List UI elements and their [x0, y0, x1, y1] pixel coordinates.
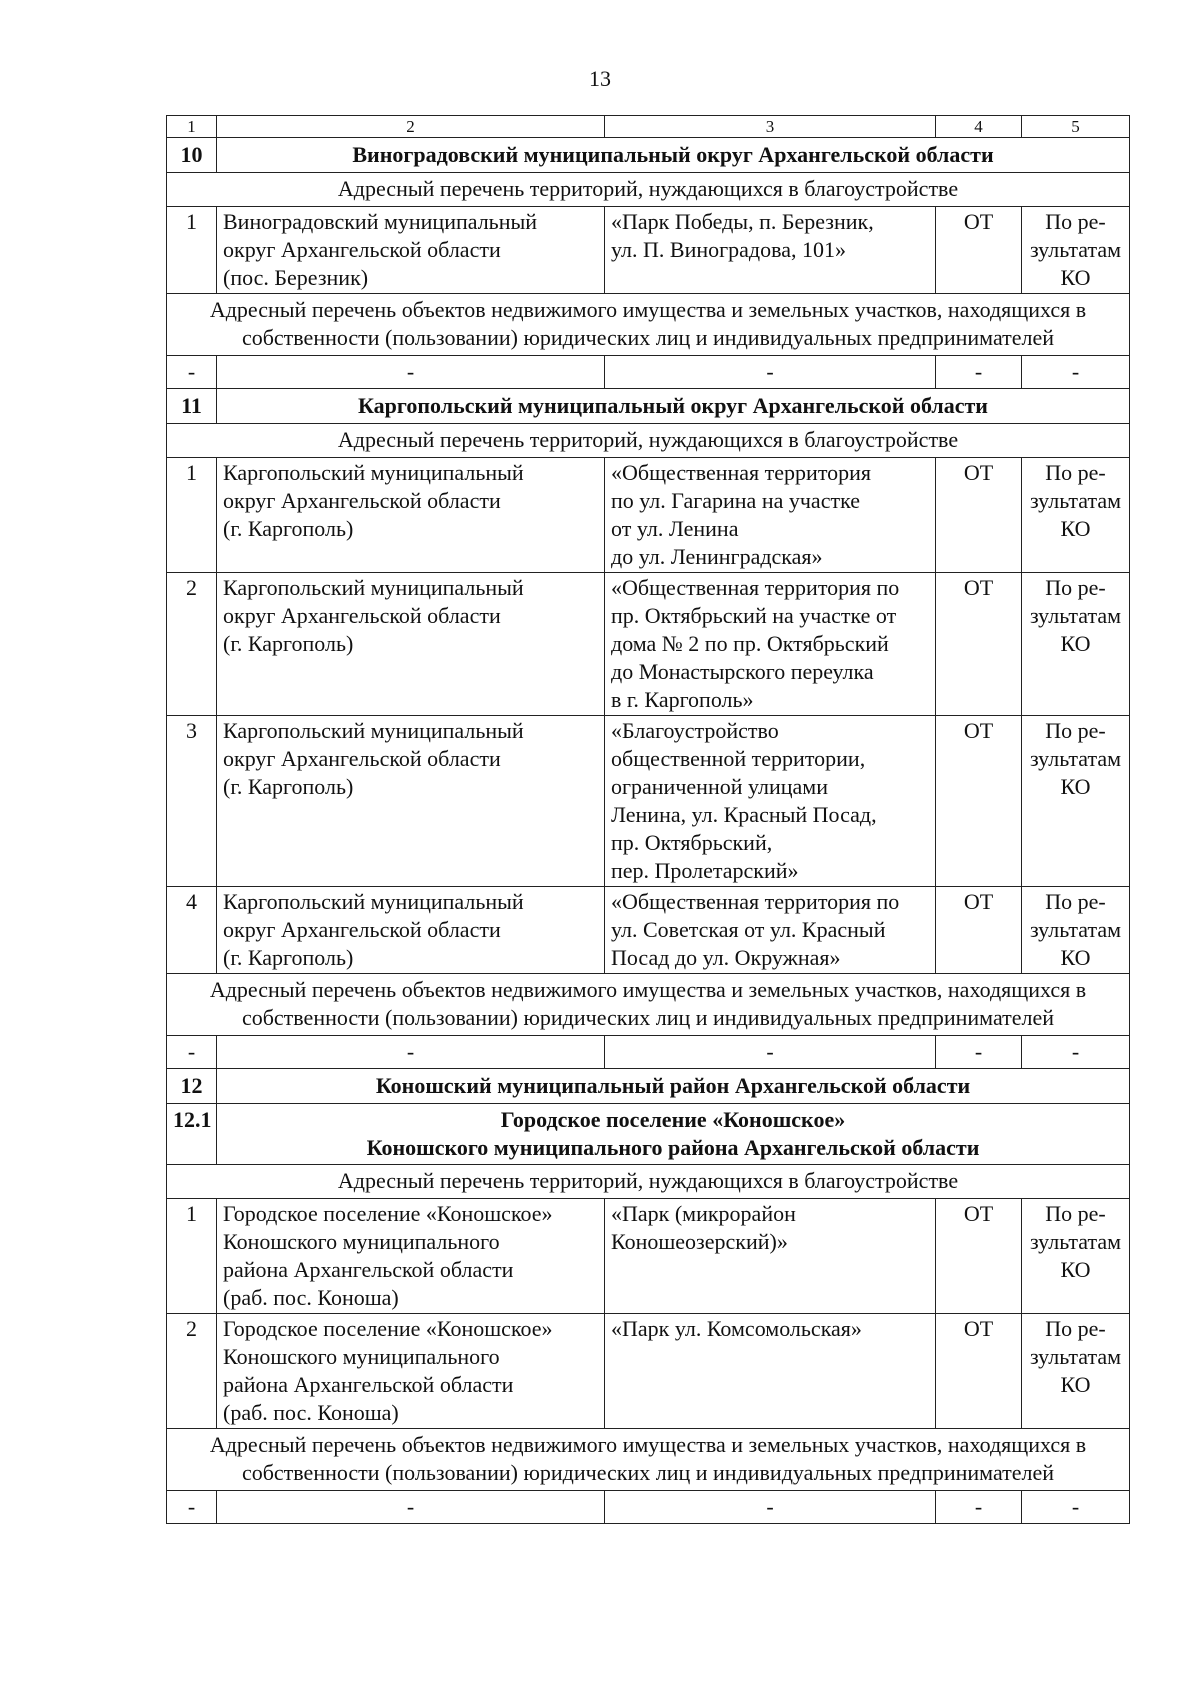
- section-title: Коношский муниципальный район Архангельской области: [217, 1069, 1130, 1104]
- object-cell: «Благоустройство общественной территории, ограниченной улицами Ленина, ул. Красный Посад, пр. Октябрьский, пер. Пролетарский»: [605, 716, 936, 887]
- property-heading-row: [167, 1429, 1130, 1491]
- row-number: 1: [167, 207, 217, 294]
- property-heading: Адресный перечень объектов недвижимого имущества и земельных участков, находящихся в собственности (пользовании) юридических лиц и индивидуальных предпринимателей: [167, 974, 1130, 1036]
- object-cell: «Парк ул. Комсомольская»: [605, 1314, 936, 1429]
- empty-cell: -: [1022, 356, 1130, 389]
- municipality-cell: Городское поселение «Коношское» Коношского муниципального района Архангельской области (раб. пос. Коноша): [217, 1314, 605, 1429]
- row-number: 3: [167, 716, 217, 887]
- row-number: 1: [167, 1199, 217, 1314]
- object-cell: «Общественная территория по ул. Гагарина на участке от ул. Ленина до ул. Ленинградская»: [605, 458, 936, 573]
- empty-cell: -: [605, 356, 936, 389]
- column-number: 4: [936, 116, 1022, 138]
- table-row: [167, 887, 1130, 974]
- territories-heading-row: [167, 1165, 1130, 1199]
- section-title: Виноградовский муниципальный округ Архангельской области: [217, 138, 1130, 173]
- section-row: [167, 138, 1130, 173]
- term-cell: По ре- зультатам КО: [1022, 458, 1130, 573]
- property-heading-row: [167, 294, 1130, 356]
- type-cell: ОТ: [936, 716, 1022, 887]
- empty-cell: -: [167, 356, 217, 389]
- section-title: Каргопольский муниципальный округ Архангельской области: [217, 389, 1130, 424]
- property-heading: Адресный перечень объектов недвижимого имущества и земельных участков, находящихся в собственности (пользовании) юридических лиц и индивидуальных предпринимателей: [167, 294, 1130, 356]
- type-cell: ОТ: [936, 458, 1022, 573]
- object-cell: «Общественная территория по пр. Октябрьский на участке от дома № 2 по пр. Октябрьский до Монастырского переулка в г. Каргополь»: [605, 573, 936, 716]
- section-number: 11: [167, 389, 217, 424]
- empty-cell: -: [217, 1036, 605, 1069]
- object-cell: «Парк Победы, п. Березник, ул. П. Виноградова, 101»: [605, 207, 936, 294]
- empty-cell: -: [936, 1036, 1022, 1069]
- term-cell: По ре- зультатам КО: [1022, 716, 1130, 887]
- empty-row: [167, 1491, 1130, 1524]
- territories-heading: Адресный перечень территорий, нуждающихся в благоустройстве: [167, 424, 1130, 458]
- object-cell: «Общественная территория по ул. Советская от ул. Красный Посад до ул. Окружная»: [605, 887, 936, 974]
- municipality-cell: Каргопольский муниципальный округ Архангельской области (г. Каргополь): [217, 458, 605, 573]
- subsection-number: 12.1: [167, 1104, 217, 1165]
- empty-cell: -: [1022, 1491, 1130, 1524]
- territories-heading-row: [167, 173, 1130, 207]
- subsection-title: Городское поселение «Коношское» Коношского муниципального района Архангельской области: [217, 1104, 1130, 1165]
- property-heading: Адресный перечень объектов недвижимого имущества и земельных участков, находящихся в собственности (пользовании) юридических лиц и индивидуальных предпринимателей: [167, 1429, 1130, 1491]
- row-number: 2: [167, 573, 217, 716]
- term-cell: По ре- зультатам КО: [1022, 573, 1130, 716]
- subsection-row: [167, 1104, 1130, 1165]
- table-row: [167, 1314, 1130, 1429]
- type-cell: ОТ: [936, 1199, 1022, 1314]
- section-row: [167, 1069, 1130, 1104]
- table-row: [167, 716, 1130, 887]
- table-row: [167, 207, 1130, 294]
- empty-cell: -: [936, 1491, 1022, 1524]
- table-row: [167, 573, 1130, 716]
- municipality-cell: Городское поселение «Коношское» Коношского муниципального района Архангельской области (раб. пос. Коноша): [217, 1199, 605, 1314]
- column-number: 3: [605, 116, 936, 138]
- row-number: 2: [167, 1314, 217, 1429]
- column-numbers-row: [167, 116, 1130, 138]
- term-cell: По ре- зультатам КО: [1022, 887, 1130, 974]
- municipality-cell: Каргопольский муниципальный округ Архангельской области (г. Каргополь): [217, 573, 605, 716]
- territories-heading: Адресный перечень территорий, нуждающихся в благоустройстве: [167, 1165, 1130, 1199]
- empty-cell: -: [167, 1491, 217, 1524]
- municipality-cell: Каргопольский муниципальный округ Архангельской области (г. Каргополь): [217, 716, 605, 887]
- row-number: 1: [167, 458, 217, 573]
- column-number: 2: [217, 116, 605, 138]
- empty-cell: -: [936, 356, 1022, 389]
- table-row: [167, 1199, 1130, 1314]
- empty-cell: -: [217, 356, 605, 389]
- page-number: 13: [589, 66, 611, 91]
- type-cell: ОТ: [936, 887, 1022, 974]
- empty-cell: -: [605, 1036, 936, 1069]
- section-row: [167, 389, 1130, 424]
- section-number: 10: [167, 138, 217, 173]
- empty-cell: -: [1022, 1036, 1130, 1069]
- table-row: [167, 458, 1130, 573]
- term-cell: По ре- зультатам КО: [1022, 1314, 1130, 1429]
- empty-cell: -: [167, 1036, 217, 1069]
- type-cell: ОТ: [936, 1314, 1022, 1429]
- row-number: 4: [167, 887, 217, 974]
- column-number: 5: [1022, 116, 1130, 138]
- term-cell: По ре- зультатам КО: [1022, 1199, 1130, 1314]
- territories-heading: Адресный перечень территорий, нуждающихся в благоустройстве: [167, 173, 1130, 207]
- type-cell: ОТ: [936, 573, 1022, 716]
- section-number: 12: [167, 1069, 217, 1104]
- term-cell: По ре- зультатам КО: [1022, 207, 1130, 294]
- territory-register-table: [166, 115, 1130, 1524]
- type-cell: ОТ: [936, 207, 1022, 294]
- empty-row: [167, 356, 1130, 389]
- municipality-cell: Виноградовский муниципальный округ Архангельской области (пос. Березник): [217, 207, 605, 294]
- empty-row: [167, 1036, 1130, 1069]
- empty-cell: -: [217, 1491, 605, 1524]
- property-heading-row: [167, 974, 1130, 1036]
- column-number: 1: [167, 116, 217, 138]
- object-cell: «Парк (микрорайон Коношеозерский)»: [605, 1199, 936, 1314]
- empty-cell: -: [605, 1491, 936, 1524]
- municipality-cell: Каргопольский муниципальный округ Архангельской области (г. Каргополь): [217, 887, 605, 974]
- territories-heading-row: [167, 424, 1130, 458]
